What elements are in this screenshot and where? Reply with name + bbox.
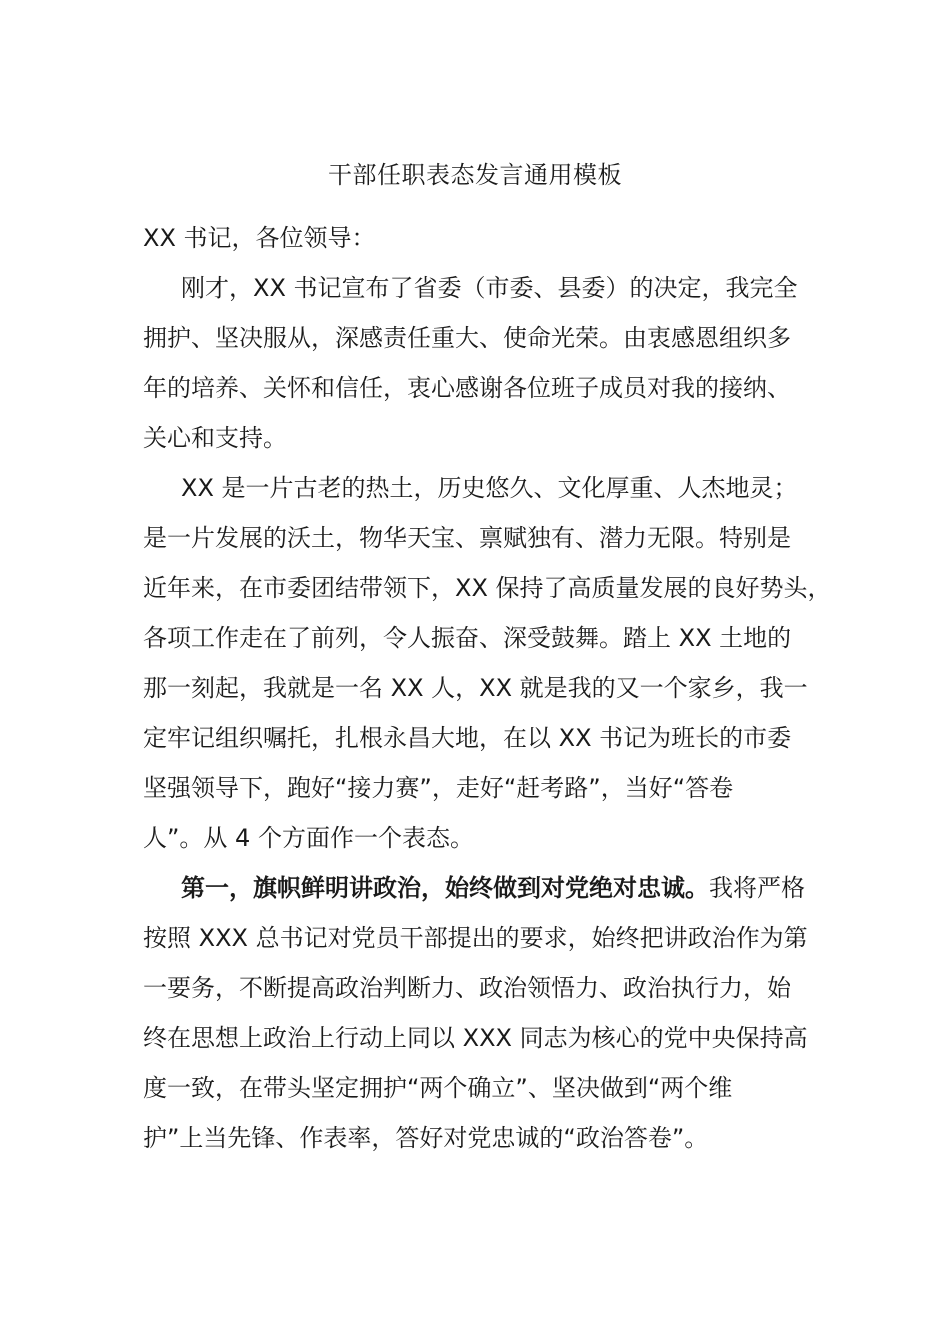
paragraph-2 [143, 463, 832, 863]
paragraph-line: 近年来，在市委团结带领下，XX 保持了高质量发展的良好势头， [143, 574, 832, 602]
paragraph-line: 定牢记组织嘱托，扎根永昌大地，在以 XX 书记为班长的市委 [143, 724, 792, 752]
paragraph-line: 度一致，在带头坚定拥护“两个确立”、坚决做到“两个维 [143, 1074, 733, 1102]
paragraph-line: 按照 XXX 总书记对党员干部提出的要求，始终把讲政治作为第 [143, 924, 808, 952]
paragraph-line: 那一刻起，我就是一名 XX 人，XX 就是我的又一个家乡，我一 [143, 674, 808, 702]
paragraph-line: 年的培养、关怀和信任，衷心感谢各位班子成员对我的接纳、 [143, 374, 791, 402]
paragraph-line: 人”。从 4 个方面作一个表态。 [143, 824, 474, 852]
paragraph-line: 关心和支持。 [143, 424, 287, 452]
paragraph-line: 各项工作走在了前列，令人振奋、深受鼓舞。踏上 XX 土地的 [143, 624, 792, 652]
paragraph-lead-heading: 第一，旗帜鲜明讲政治，始终做到对党绝对忠诚。 [181, 874, 709, 902]
paragraph-line: 刚才，XX 书记宣布了省委（市委、县委）的决定，我完全 [181, 274, 798, 302]
paragraph-first-line [143, 863, 823, 913]
paragraph-line: 终在思想上政治上行动上同以 XXX 同志为核心的党中央保持高 [143, 1024, 808, 1052]
paragraph-3 [143, 863, 823, 1163]
paragraph-line: 拥护、坚决服从，深感责任重大、使命光荣。由衷感恩组织多 [143, 324, 791, 352]
paragraph-line: 一要务，不断提高政治判断力、政治领悟力、政治执行力，始 [143, 974, 791, 1002]
paragraph-line: 坚强领导下，跑好“接力赛”，走好“赶考路”，当好“答卷 [143, 774, 734, 802]
salutation: XX 书记，各位领导： [143, 224, 376, 252]
paragraph-lead-text: 我将严格 [709, 874, 805, 902]
document-title: 干部任职表态发言通用模板 [328, 161, 622, 189]
paragraph-1 [143, 263, 823, 463]
paragraph-line: 是一片发展的沃土，物华天宝、禀赋独有、潜力无限。特别是 [143, 524, 791, 552]
paragraph-line: 护”上当先锋、作表率，答好对党忠诚的“政治答卷”。 [143, 1124, 709, 1152]
paragraph-line: XX 是一片古老的热土，历史悠久、文化厚重、人杰地灵； [181, 474, 798, 502]
